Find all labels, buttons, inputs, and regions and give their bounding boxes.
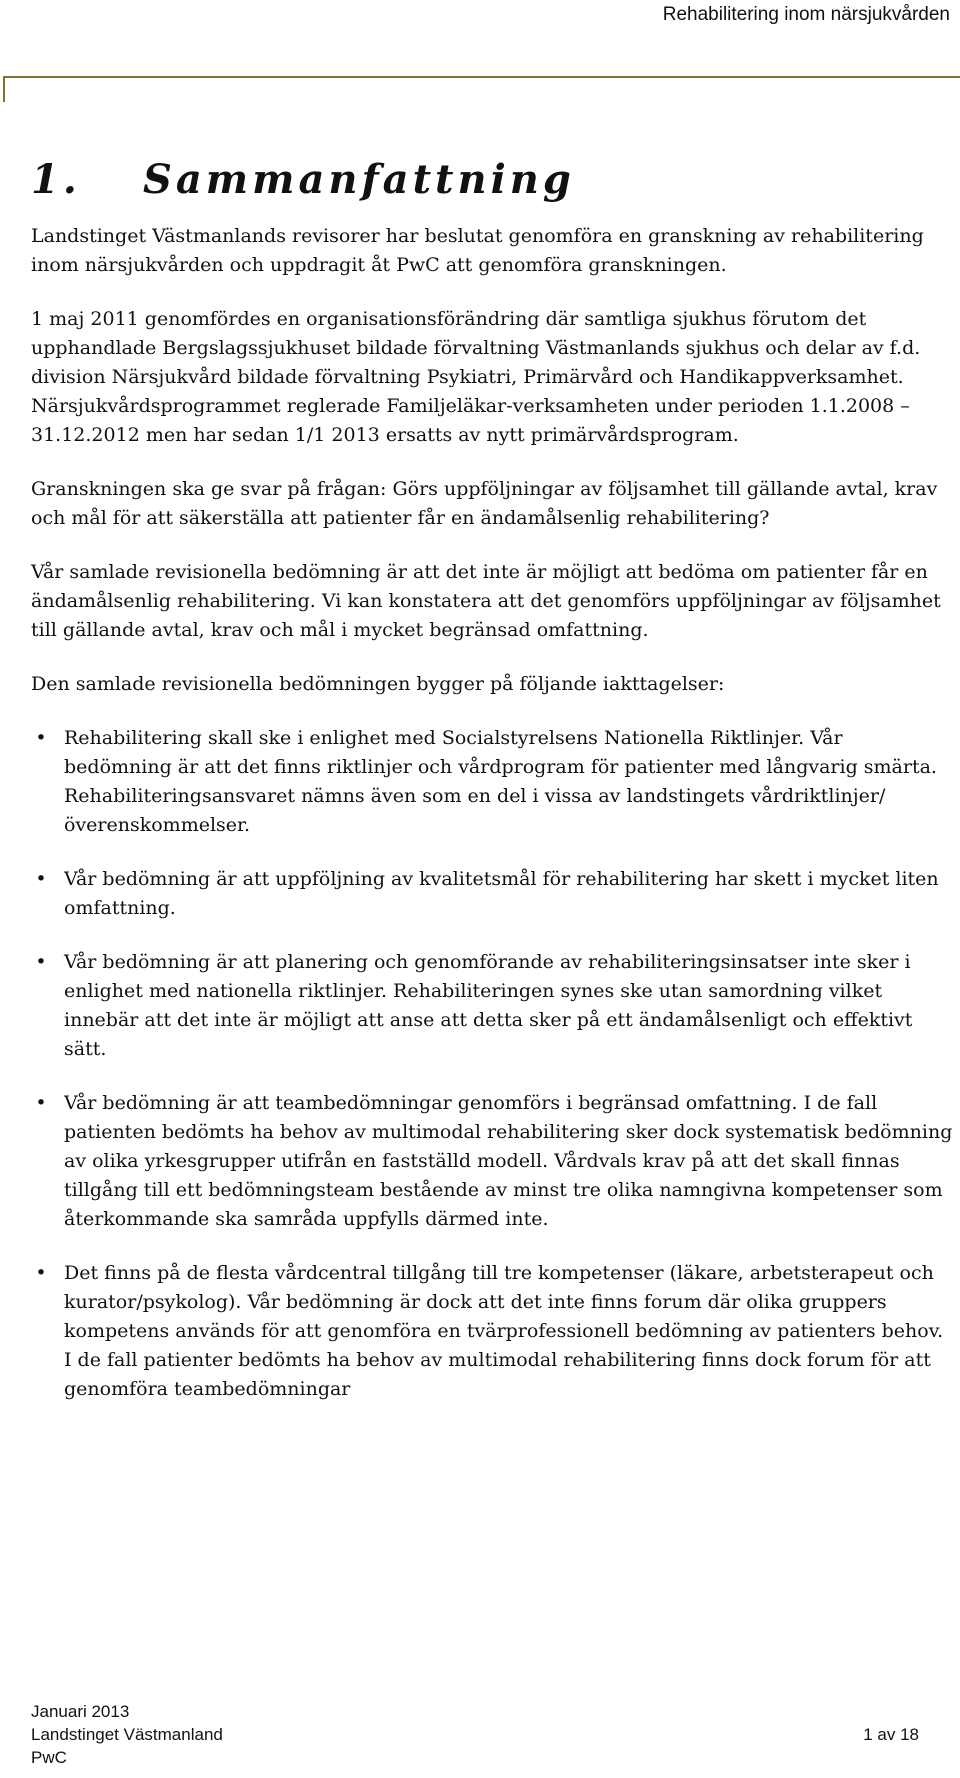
finding-text: Vår bedömning är att planering och genomförande av rehabiliteringsinsatser inte sker i enlighet med nationella riktlinjer. Rehabiliteringen synes ske utan samordning vilket innebär att det inte är möjligt att anse att detta sker på ett ändamålsenligt och effektivt sätt. [64, 951, 913, 1060]
header-rule [3, 76, 960, 78]
list-item [31, 1089, 956, 1234]
finding-text: Rehabilitering skall ske i enlighet med Socialstyrelsens Nationella Riktlinjer. Vår bedömning är att det finns riktlinjer och vårdprogram för patienter med långvarig smärta. Rehabiliteringsansvaret nämns även som en del i vissa av landstingets vårdriktlinjer/överenskommelser. [64, 727, 937, 836]
bullet-icon: • [35, 1262, 47, 1284]
list-item [31, 1259, 956, 1404]
list-item [31, 724, 956, 840]
page-footer [31, 1700, 919, 1769]
finding-text: Det finns på de flesta vårdcentral tillgång till tre kompetenser (läkare, arbetsterapeut och kurator/psykolog). Vår bedömning är dock att det inte finns forum där olika gruppers kompetens används för att genomföra en tvärprofessionell bedömning av patienters behov. I de fall patienter bedömts ha behov av multimodal rehabilitering finns dock forum för att genomföra teambedömningar [64, 1262, 944, 1400]
list-item [31, 948, 956, 1064]
paragraph-question: Granskningen ska ge svar på frågan: Görs uppföljningar av följsamhet till gällande avtal, krav och mål för att säkerställa att patienter får en ändamålsenlig rehabilitering? [31, 478, 938, 529]
document-body [31, 152, 956, 1429]
footer-date: Januari 2013 [31, 1702, 130, 1721]
footer-row [31, 1723, 919, 1746]
footer-author: PwC [31, 1748, 67, 1767]
section-heading [31, 152, 956, 208]
header-rule-corner [3, 76, 5, 102]
finding-text: Vår bedömning är att uppföljning av kvalitetsmål för rehabilitering har skett i mycket liten omfattning. [64, 868, 939, 919]
paragraph-organisation: 1 maj 2011 genomfördes en organisationsförändring där samtliga sjukhus förutom det upphandlade Bergslagssjukhuset bildade förvaltning Västmanlands sjukhus och delar av f.d. division Närsjukvård bildade förvaltning Psykiatri, Primärvård och Handikappverksamhet. Närsjukvårdsprogrammet reglerade Familjeläkar-verksamheten under perioden 1.1.2008 – 31.12.2012 men har sedan 1/1 2013 ersatts av nytt primärvårdsprogram. [31, 308, 921, 446]
list-item [31, 865, 956, 923]
running-header-title: Rehabilitering inom närsjukvården [662, 4, 950, 25]
bullet-icon: • [35, 951, 47, 973]
bullet-icon: • [35, 727, 47, 749]
footer-organization: Landstinget Västmanland [31, 1725, 223, 1744]
bullet-icon: • [35, 868, 47, 890]
finding-text: Vår bedömning är att teambedömningar genomförs i begränsad omfattning. I de fall patienten bedömts ha behov av multimodal rehabilitering sker dock systematisk bedömning av olika yrkesgrupper utifrån en fastställd modell. Vårdvals krav på att det skall finnas tillgång till ett bedömningsteam bestående av minst tre olika namngivna kompetenser som återkommande ska samråda uppfylls därmed inte. [64, 1092, 953, 1230]
bullet-icon: • [35, 1092, 47, 1114]
paragraph-assessment: Vår samlade revisionella bedömning är att det inte är möjligt att bedöma om patienter får en ändamålsenlig rehabilitering. Vi kan konstatera att det genomförs uppföljningar av följsamhet till gällande avtal, krav och mål i mycket begränsad omfattning. [31, 561, 941, 641]
paragraph-intro: Landstinget Västmanlands revisorer har beslutat genomföra en granskning av rehabilitering inom närsjukvården och uppdragit åt PwC att genomföra granskningen. [31, 225, 924, 276]
page-number: 1 av 18 [863, 1725, 919, 1744]
section-title: Sammanfattning [143, 156, 575, 203]
paragraph-basis: Den samlade revisionella bedömningen bygger på följande iakttagelser: [31, 673, 725, 695]
findings-list [31, 724, 956, 1404]
section-number: 1. [31, 156, 81, 203]
